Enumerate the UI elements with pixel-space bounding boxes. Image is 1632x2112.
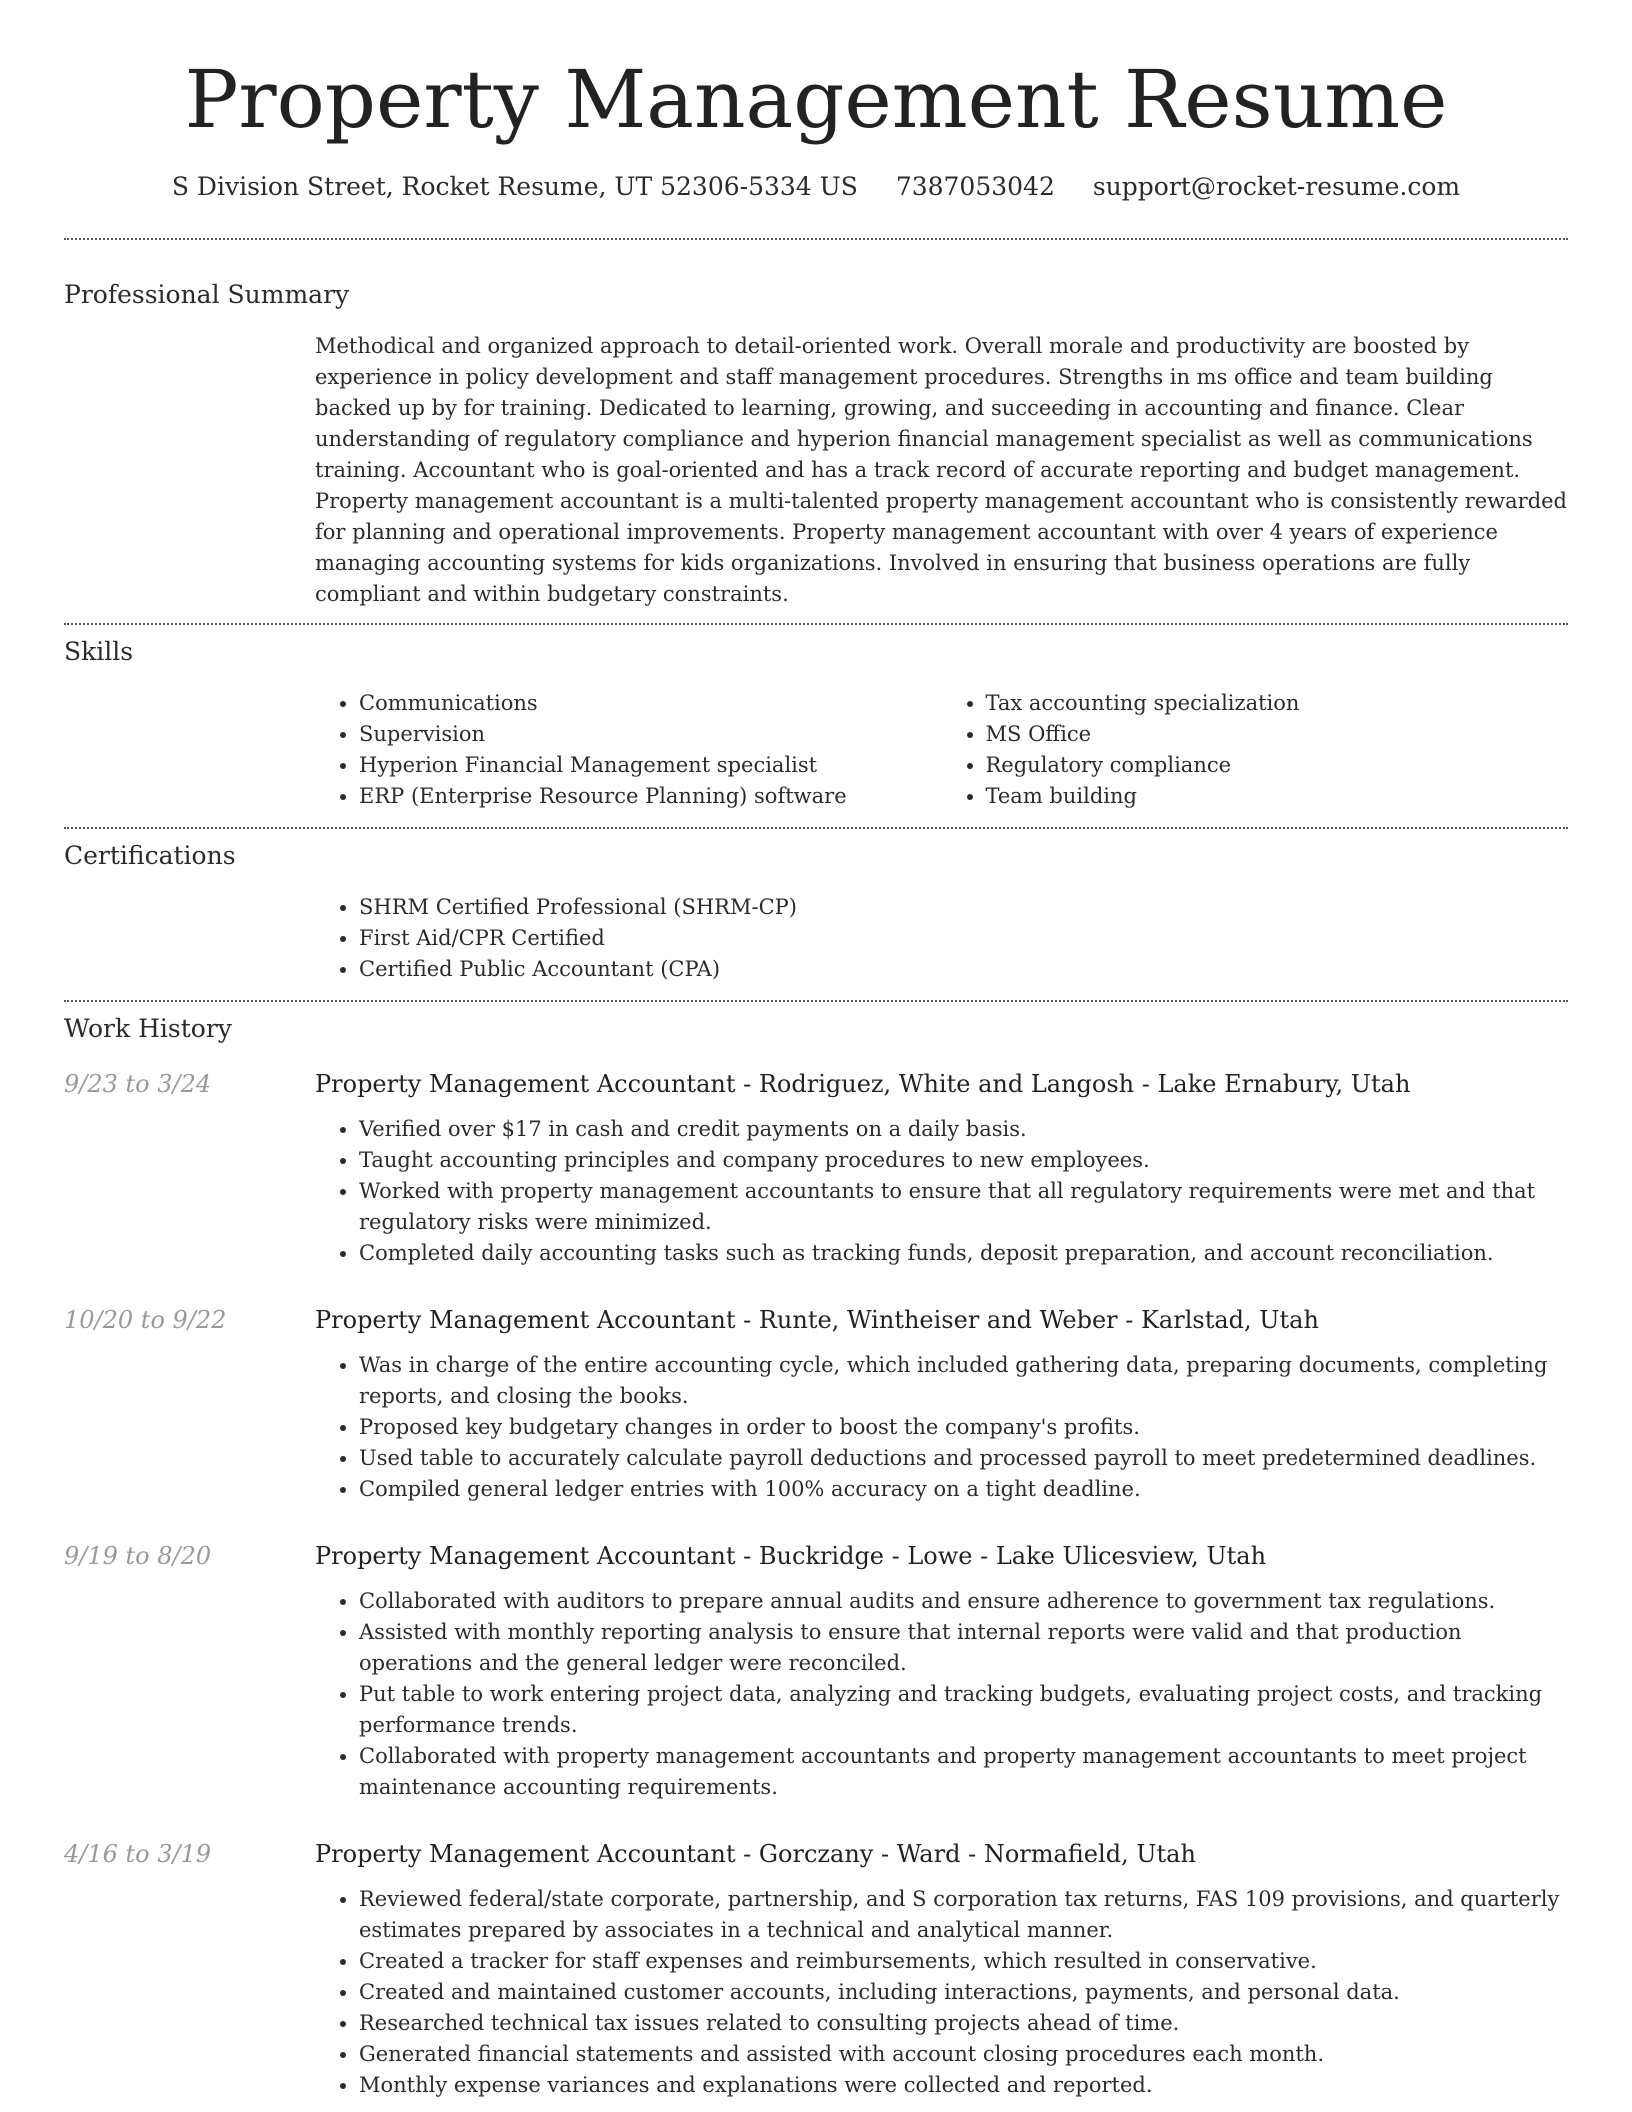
certification-item: • SHRM Certified Professional (SHRM-CP) xyxy=(359,892,1568,923)
job-duty: • Completed daily accounting tasks such as tracking funds, deposit preparation, and account reconciliation. xyxy=(359,1238,1568,1269)
job-duty: • Monthly expense variances and explanations were collected and reported. xyxy=(359,2070,1568,2101)
section-divider xyxy=(64,1000,1568,1002)
section-title-certifications: Certifications xyxy=(64,841,236,870)
resume-name: Property Management Resume xyxy=(184,53,1448,146)
job-duty: • Collaborated with auditors to prepare annual audits and ensure adherence to government tax regulations. xyxy=(359,1586,1568,1617)
skill-item: • Supervision xyxy=(359,719,942,750)
skills-column-left xyxy=(315,688,942,812)
skill-item: • Regulatory compliance xyxy=(986,750,1569,781)
job-duty: • Compiled general ledger entries with 100% accuracy on a tight deadline. xyxy=(359,1474,1568,1505)
contact-address: S Division Street, Rocket Resume, UT 52306-5334 US xyxy=(171,172,858,201)
section-title-skills: Skills xyxy=(64,637,134,666)
job-title: Property Management Accountant - Rodriguez, White and Langosh - Lake Ernabury, Utah xyxy=(315,1070,1411,1098)
skills-list xyxy=(315,688,1568,812)
certifications-list xyxy=(315,892,1568,985)
certification-item: • First Aid/CPR Certified xyxy=(359,923,1568,954)
job-duties xyxy=(315,1350,1568,1505)
section-divider xyxy=(64,238,1568,240)
skill-item: • Tax accounting specialization xyxy=(986,688,1569,719)
job-entry xyxy=(64,1303,1568,1505)
certification-item: • Certified Public Accountant (CPA) xyxy=(359,954,1568,985)
section-professional-summary xyxy=(64,278,1568,610)
job-duty: • Collaborated with property management accountants and property management accountants to meet project maintenance accounting requirements. xyxy=(359,1741,1568,1803)
resume-page xyxy=(64,0,1568,2101)
job-duty: • Proposed key budgetary changes in order to boost the company's profits. xyxy=(359,1412,1568,1443)
skill-item: • Team building xyxy=(986,781,1569,812)
skill-item: • Hyperion Financial Management specialist xyxy=(359,750,942,781)
section-title-work-history: Work History xyxy=(64,1014,232,1043)
job-entry xyxy=(64,1837,1568,2101)
job-duty: • Verified over $17 in cash and credit payments on a daily basis. xyxy=(359,1114,1568,1145)
job-duties xyxy=(315,1586,1568,1803)
job-date: 9/23 to 3/24 xyxy=(64,1070,212,1098)
job-entry xyxy=(64,1067,1568,1269)
section-divider xyxy=(64,827,1568,829)
skill-item: • Communications xyxy=(359,688,942,719)
job-duty: • Put table to work entering project data, analyzing and tracking budgets, evaluating project costs, and tracking performance trends. xyxy=(359,1679,1568,1741)
job-title: Property Management Accountant - Buckridge - Lowe - Lake Ulicesview, Utah xyxy=(315,1542,1267,1570)
job-duty: • Researched technical tax issues related to consulting projects ahead of time. xyxy=(359,2008,1568,2039)
contact-line xyxy=(64,170,1568,204)
job-entry xyxy=(64,1539,1568,1803)
section-divider xyxy=(64,623,1568,625)
job-duty: • Was in charge of the entire accounting cycle, which included gathering data, preparing documents, completing reports, and closing the books. xyxy=(359,1350,1568,1412)
job-duty: • Worked with property management accountants to ensure that all regulatory requirements were met and that regulatory risks were minimized. xyxy=(359,1176,1568,1238)
job-duty: • Assisted with monthly reporting analysis to ensure that internal reports were valid and that production operations and the general ledger were reconciled. xyxy=(359,1617,1568,1679)
contact-email: support@rocket-resume.com xyxy=(1092,172,1461,201)
section-title-summary: Professional Summary xyxy=(64,280,350,309)
section-work-history xyxy=(64,1012,1568,2101)
job-duty: • Generated financial statements and assisted with account closing procedures each month. xyxy=(359,2039,1568,2070)
summary-text: Methodical and organized approach to detail-oriented work. Overall morale and productivity are boosted by experience in policy development and staff management procedures. Strengths in ms office and team building backed up by for training. Dedicated to learning, growing, and succeeding in accounting and finance. Clear understanding of regulatory compliance and hyperion financial management specialist as well as communications training. Accountant who is goal-oriented and has a track record of accurate reporting and budget management. Property management accountant is a multi-talented property management accountant who is consistently rewarded for planning and operational improvements. Property management accountant with over 4 years of experience managing accounting systems for kids organizations. Involved in ensuring that business operations are fully compliant and within budgetary constraints. xyxy=(315,334,1568,606)
job-duty: • Taught accounting principles and company procedures to new employees. xyxy=(359,1145,1568,1176)
job-title: Property Management Accountant - Gorczany - Ward - Normafield, Utah xyxy=(315,1840,1196,1868)
job-duty: • Created a tracker for staff expenses and reimbursements, which resulted in conservative. xyxy=(359,1946,1568,1977)
job-duty: • Created and maintained customer accounts, including interactions, payments, and personal data. xyxy=(359,1977,1568,2008)
job-duty: • Reviewed federal/state corporate, partnership, and S corporation tax returns, FAS 109 provisions, and quarterly estimates prepared by associates in a technical and analytical manner. xyxy=(359,1884,1568,1946)
job-duty: • Used table to accurately calculate payroll deductions and processed payroll to meet predetermined deadlines. xyxy=(359,1443,1568,1474)
section-skills xyxy=(64,635,1568,812)
job-title: Property Management Accountant - Runte, Wintheiser and Weber - Karlstad, Utah xyxy=(315,1306,1319,1334)
job-duties xyxy=(315,1884,1568,2101)
job-duties xyxy=(315,1114,1568,1269)
job-date: 10/20 to 9/22 xyxy=(64,1306,227,1334)
job-date: 9/19 to 8/20 xyxy=(64,1542,212,1570)
section-certifications xyxy=(64,839,1568,985)
contact-phone: 7387053042 xyxy=(895,172,1055,201)
skills-column-right xyxy=(942,688,1569,812)
job-date: 4/16 to 3/19 xyxy=(64,1840,212,1868)
skill-item: • ERP (Enterprise Resource Planning) software xyxy=(359,781,942,812)
skill-item: • MS Office xyxy=(986,719,1569,750)
